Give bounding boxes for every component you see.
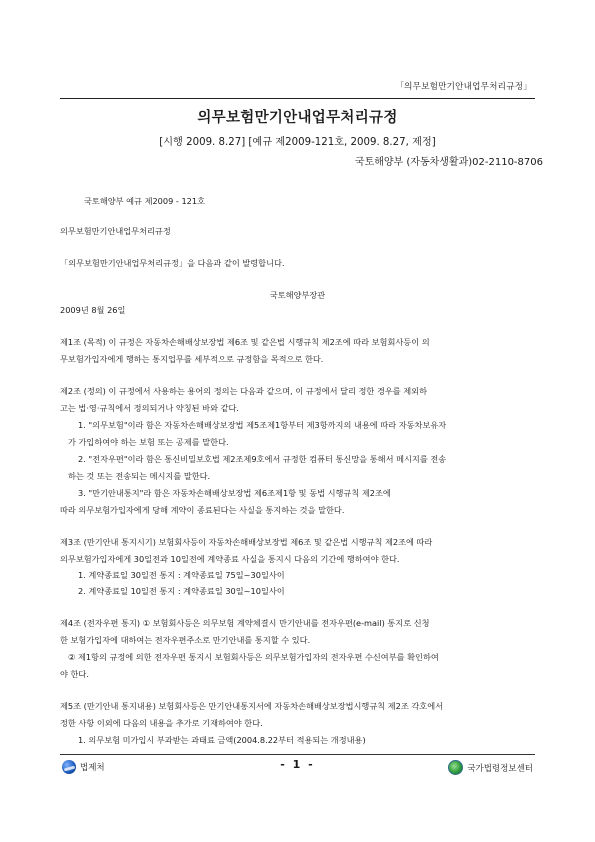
enactment-info: [시행 2009. 8.27] [예규 제2009-121호, 2009. 8.27, 제정] [159,137,436,148]
article-5-item: 1. 의무보험 미가입시 부과받는 과태료 금액(2004.8.22부터 적용되는 개정내용) [78,735,366,745]
article-3-item: 1. 계약종료일 30일전 통지 : 계약종료일 75일~30일사이 [78,570,285,580]
article-1-line: 무보험가입자에게 행하는 통지업무를 세부적으로 규정함을 목적으로 한다. [60,354,324,364]
document-title: 의무보험만기안내업무처리규정 [197,110,398,126]
issuance-statement: 「의무보험만기안내업무처리규정」을 다음과 같이 발령합니다. [60,258,285,268]
article-4-line: 한 보험가입자에 대하여는 전자우편주소로 만기안내를 통지할 수 있다. [60,635,311,645]
footer-publisher [448,760,533,775]
contact-info: 국토해양부 (자동차생활과)02-2110-8706 [354,157,543,168]
article-3-line: 제3조 (만기안내 통지시기) 보험회사등이 자동차손해배상보장법 제6조 및 같은법 시행규칙 제2조에 따라 [60,537,433,547]
article-2-item: 따라 의무보험가입자에게 당해 계약이 종료된다는 사실을 통지하는 것을 말한다. [60,505,345,515]
article-2-item: 하는 것 또는 전송되는 메시지를 말한다. [68,471,211,481]
footer-right-label: 국가법령정보센터 [467,763,533,774]
article-2-line: 고는 법·영·규칙에서 정의되거나 약칭된 바와 같다. [60,403,240,413]
footer-divider [60,754,535,755]
minister-signature: 국토해양부장관 [269,290,326,300]
article-2-item: 3. "만기안내통지"라 함은 자동차손해배상보장법 제6조제1항 및 동법 시행규칙 제2조에 [78,488,391,498]
globe-logo-icon [448,760,463,775]
footer-left-label: 법제처 [80,763,105,773]
page-number: - 1 - [280,758,315,771]
article-2-item: 2. "전자우편"이라 함은 통신비밀보호법 제2조제9호에서 규정한 컴퓨터 통신망을 통해서 메시지를 전송 [78,454,447,464]
article-3-item: 2. 계약종료일 10일전 통지 : 계약종료일 30일~10일사이 [78,586,285,596]
article-2-item: 1. "의무보험"이라 함은 자동차손해배상보장법 제5조제1항부터 제3항까지의 내용에 따라 자동차보유자 [78,420,447,430]
regulation-name: 의무보험만기안내업무처리규정 [60,226,171,236]
article-4-line: 야 한다. [60,669,89,679]
article-4-line: 제4조 (전자우편 통지) ① 보험회사등은 의무보험 계약체결시 만기안내를 전자우편(e-mail) 통지로 신청 [60,618,430,628]
article-3-line: 의무보험가입자에게 30일전과 10일전에 계약종료 사실을 통지시 다음의 기간에 행하여야 한다. [60,554,400,564]
article-4-line: ② 제1항의 규정에 의한 전자우편 통지시 보험회사등은 의무보험가입자의 전자우편 수신여부를 확인하여 [68,652,439,662]
issuance-date: 2009년 8월 26일 [60,305,126,315]
document-header-tag: 「의무보험만기안내업무처리규정」 [395,82,532,92]
article-1-line: 제1조 (목적) 이 규정은 자동차손해배상보장법 제6조 및 같은법 시행규칙 제2조에 따라 보험회사등이 의 [60,337,430,347]
article-2-line: 제2조 (정의) 이 규정에서 사용하는 용어의 정의는 다음과 같으며, 이 규정에서 달리 정한 경우를 제외하 [60,386,428,396]
article-2-item: 가 가입하여야 하는 보험 또는 공제를 말한다. [68,437,229,447]
header-divider [60,98,535,99]
article-5-line: 제5조 (만기안내 통지내용) 보험회사등은 만기안내통지서에 자동차손해배상보장법시행규칙 제2조 각호에서 [60,701,444,711]
ordinance-number: 국토해양부 예규 제2009 - 121호 [84,196,206,206]
article-5-line: 정한 사항 이외에 다음의 내용을 추가로 기재하여야 한다. [60,718,263,728]
